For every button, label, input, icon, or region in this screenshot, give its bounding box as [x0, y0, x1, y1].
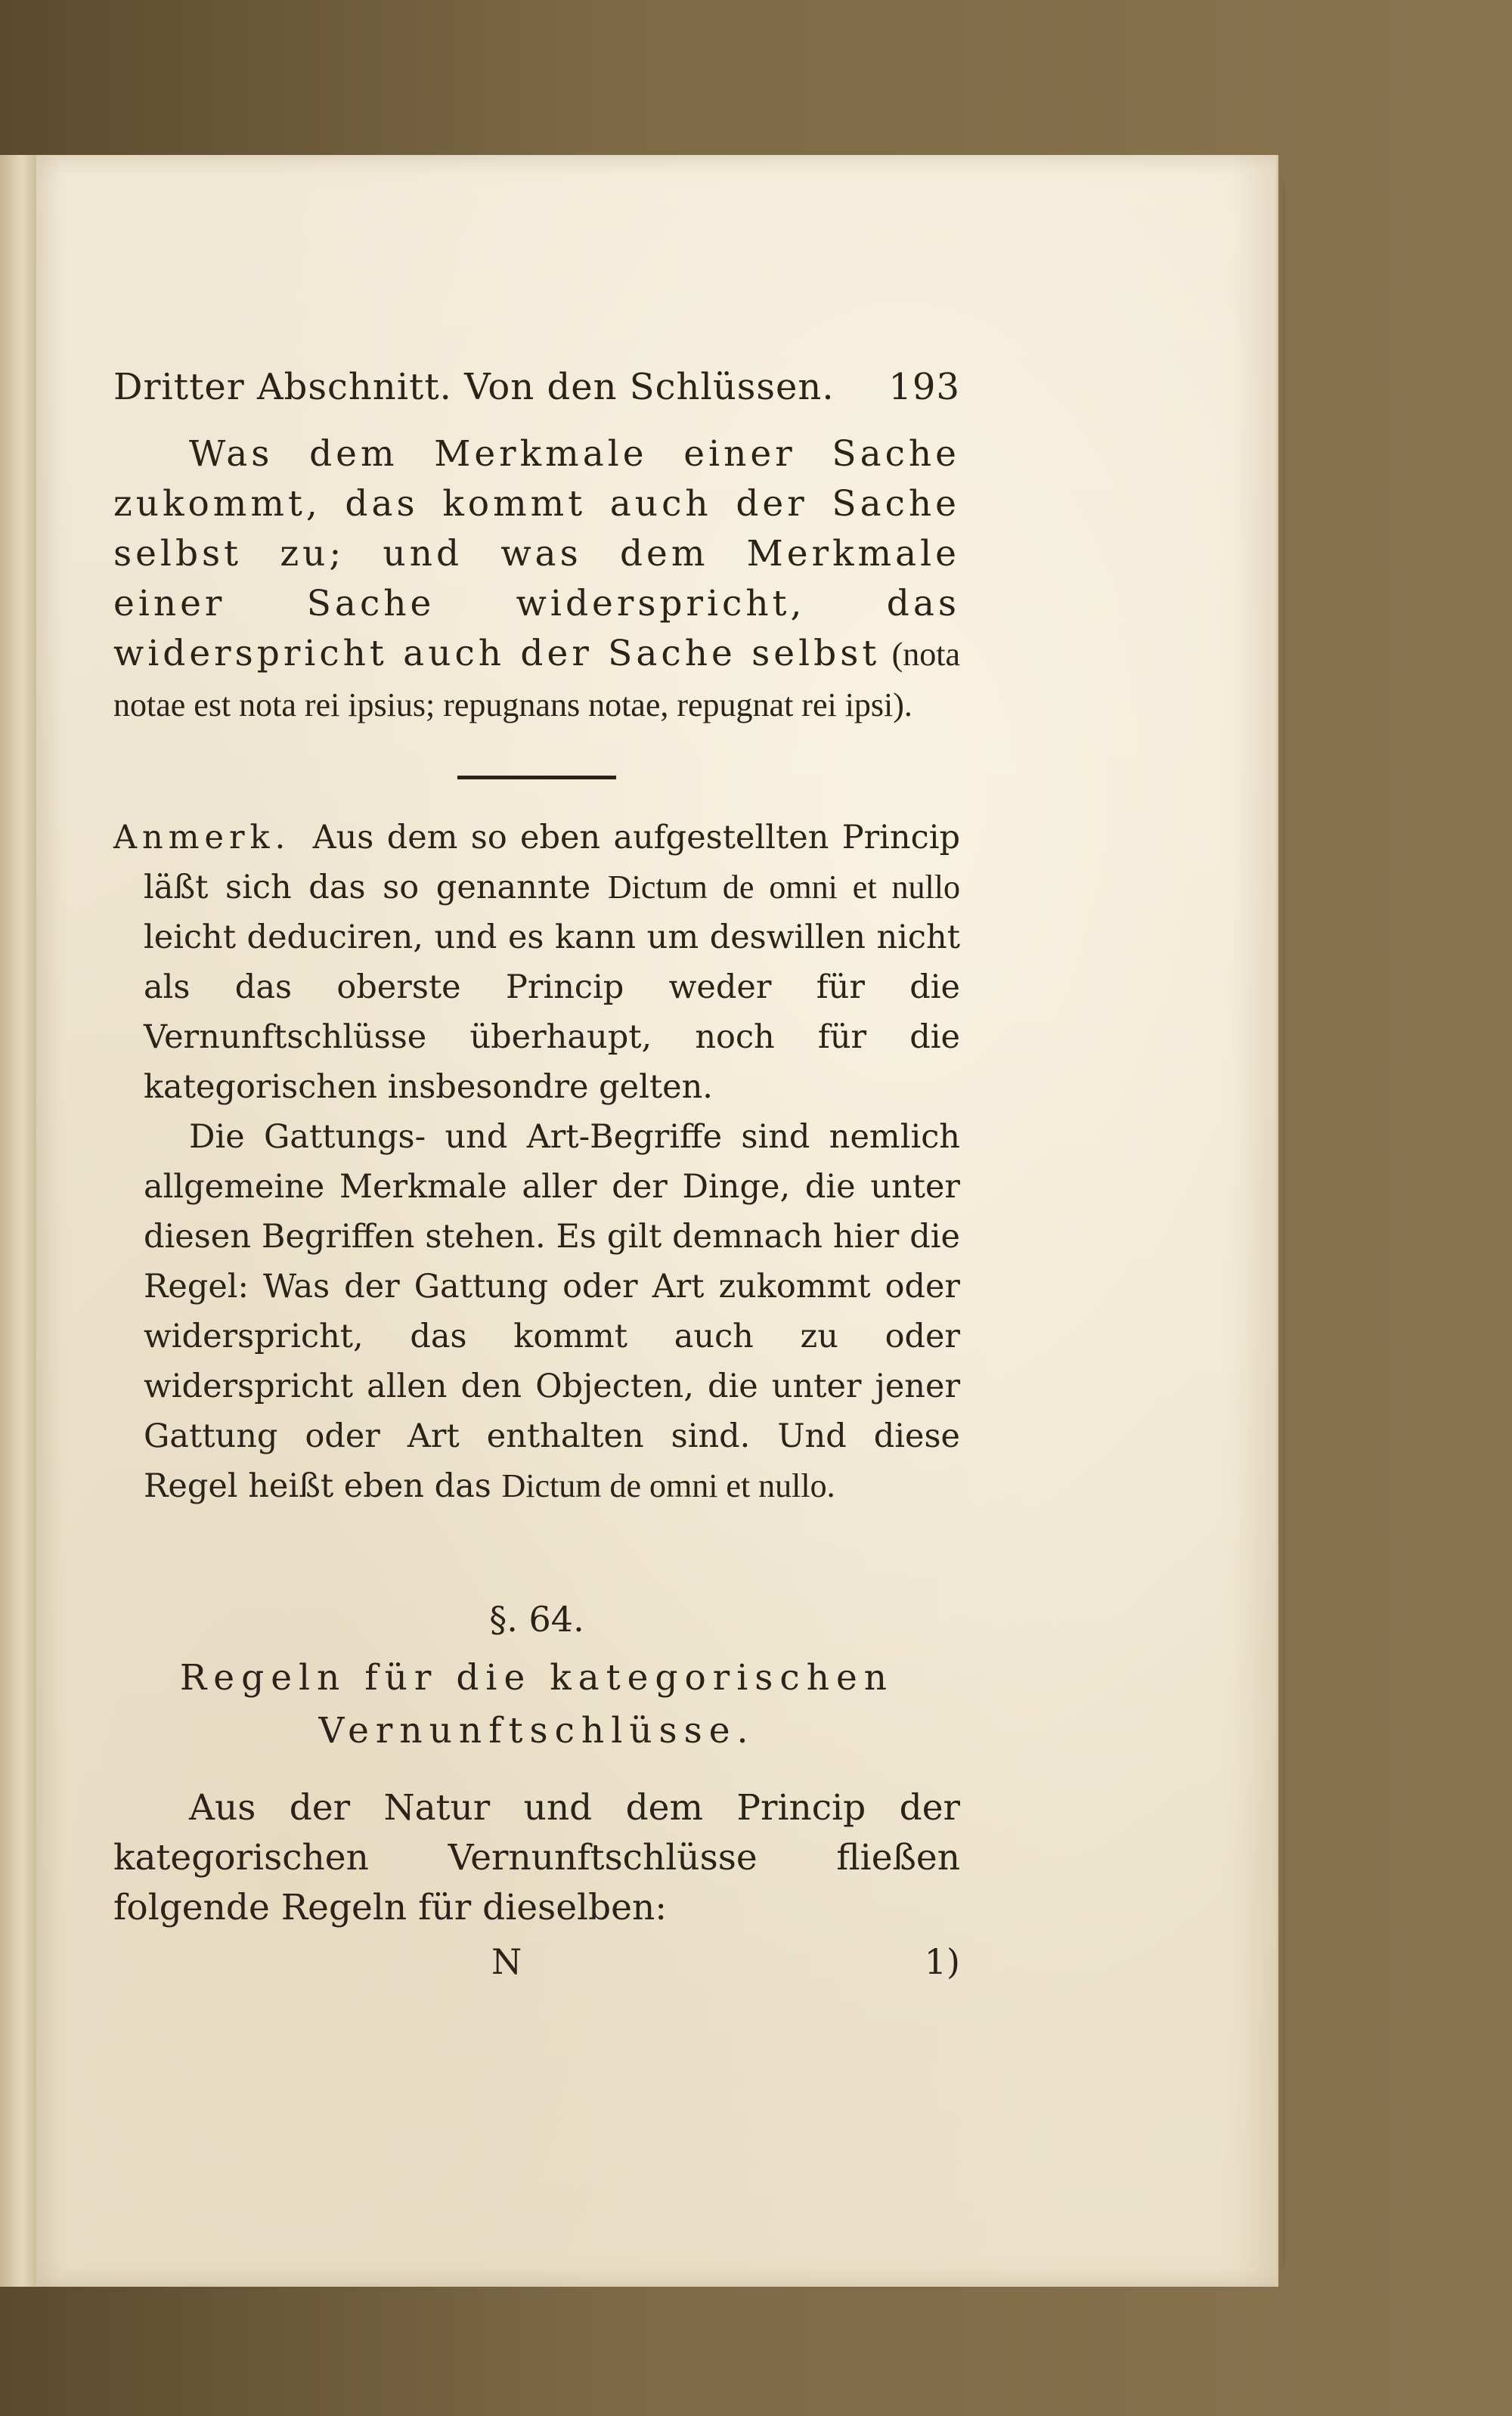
remark-label: Anmerk. — [113, 819, 291, 856]
facing-page-edge — [0, 155, 38, 2287]
paragraph-principle-text: Was dem Merkmale einer Sache zukommt, das kommt auch der Sache selbst zu; und was dem Merkmale einer Sache widerspricht, das widerspricht auch der Sache selbst — [113, 433, 960, 674]
divider-rule — [457, 776, 616, 779]
remark-text-a: Aus dem so eben aufgestellten Princip läßt sich das so genannte — [144, 819, 960, 906]
section-number: §. 64. — [489, 1599, 584, 1640]
running-head-title: Dritter Abschnitt. Von den Schlüssen. — [113, 366, 835, 408]
remark-continuation — [113, 1112, 960, 1511]
remark-latin-dictum: Dictum de omni et nullo — [607, 869, 961, 906]
signature-mark: N — [491, 1941, 522, 1982]
catchword: 1) — [924, 1941, 960, 1982]
paragraph-principle — [113, 429, 960, 730]
remark-paragraph — [113, 813, 960, 1112]
page-number: 193 — [888, 366, 960, 408]
remark-continuation-text: Die Gattungs- und Art-Begriffe sind nemlich allgemeine Merkmale aller der Dinge, die unter diesen Begriffen stehen. Es gilt demnach hier die Regel: Was der Gattung oder Art zukommt oder widerspricht, das kommt auch zu oder widerspricht allen den Objecten, die unter jener Gattung oder Art enthalten sind. Und diese Regel heißt eben das — [144, 1118, 960, 1505]
running-header — [113, 363, 960, 411]
remark-continuation-latin: Dictum de omni et nullo. — [501, 1467, 835, 1504]
section-heading: Regeln für die kategorischen Vernunftschlüsse. — [179, 1657, 894, 1752]
page-footer — [113, 1937, 960, 1986]
page-text-block — [113, 363, 960, 1986]
paragraph-principle-latin: (nota notae est nota rei ipsius; repugnans notae, repugnat rei ipsi). — [113, 636, 960, 723]
paragraph-rules-intro: Aus der Natur und dem Princip der kategorischen Vernunftschlüsse fließen folgende Regeln für dieselben: — [113, 1787, 960, 1928]
remark-text-b: leicht deduciren, und es kann um deswillen nicht als das oberste Princip weder für die Vernunftschlüsse überhaupt, noch für die kategorischen insbesondre gelten. — [144, 918, 960, 1106]
